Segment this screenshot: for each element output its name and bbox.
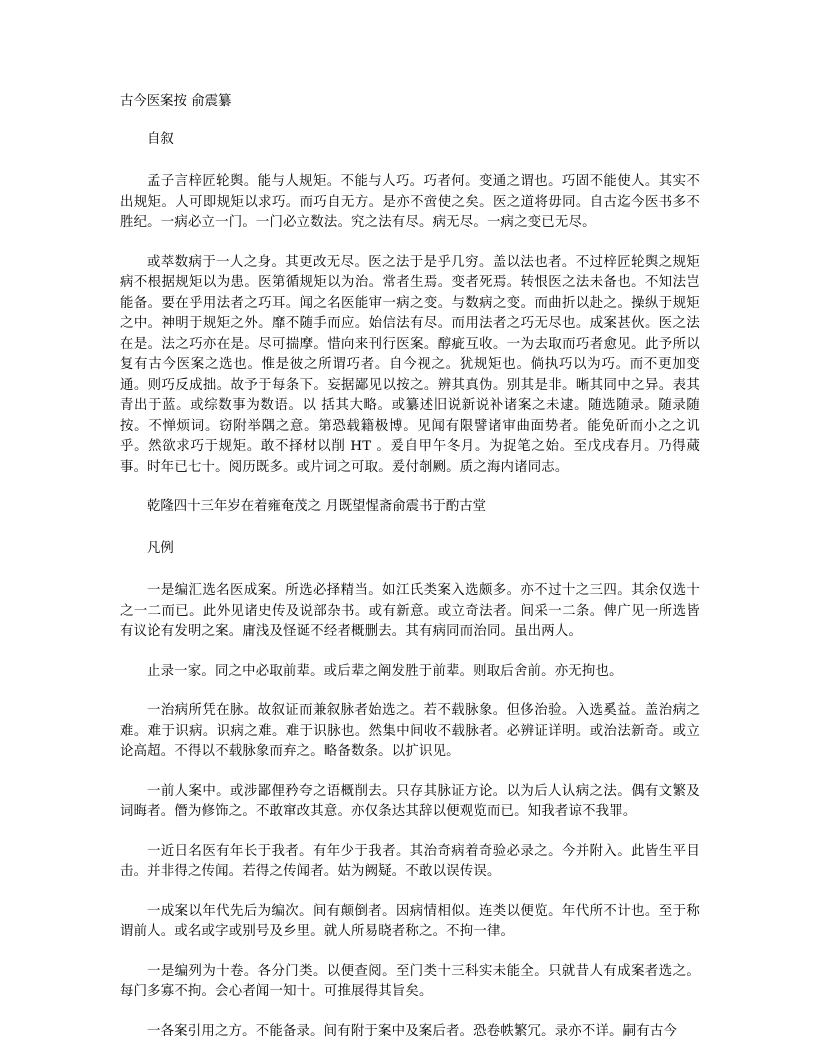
- rule-paragraph-6: 一成案以年代先后为编次。间有颠倒者。因病情相似。连类以便览。年代所不计也。至于称谓前人。或名或字或别号及乡里。就人所易晓者称之。不拘一律。: [120, 903, 700, 939]
- rule-paragraph-4: 一前人案中。或涉鄙俚矜夸之语概削去。只存其脉证方论。以为后人认病之法。偶有文繁及词晦者。僭为修饰之。不敢窜改其意。亦仅条达其辞以便观览而已。知我者谅不我罪。: [120, 783, 700, 819]
- document-title: 古今医案按 俞震纂: [120, 94, 232, 109]
- rule-paragraph-7: 一是编列为十卷。各分门类。以便查阅。至门类十三科实未能全。只就昔人有成案者选之。每门多寡不拘。会心者闻一知十。可推展得其旨矣。: [120, 963, 700, 999]
- preface-dateline: 乾隆四十三年岁在着雍奄茂之 月既望惺斋俞震书于酌古堂: [147, 499, 487, 514]
- rule-paragraph-5: 一近日名医有年长于我者。有年少于我者。其治奇病着奇验必录之。今并附入。此皆生平目击。并非得之传闻。若得之传闻者。姑为阙疑。不敢以误传误。: [120, 843, 700, 879]
- preface-paragraph-1: 孟子言梓匠轮舆。能与人规矩。不能与人巧。巧者何。变通之谓也。巧固不能使人。其实不出规矩。人可即规矩以求巧。而巧自无方。是亦不啻使之矣。医之道将毋同。自古迄今医书多不胜纪。一病必立一门。一门必立数法。究之法有尽。病无尽。一病之变已无尽。: [120, 174, 700, 230]
- preface-heading: 自叙: [147, 132, 174, 147]
- preface-paragraph-2: 或萃数病于一人之身。其更改无尽。医之法于是乎几穷。盖以法也者。不过梓匠轮舆之规矩病不根据规矩以为患。医第循规矩以为治。常者生焉。变者死焉。转恨医之法未备也。不知法岂能备。要在乎用法者之巧耳。闻之名医能审一病之变。与数病之变。而曲折以赴之。操纵于规矩之中。神明于规矩之外。靡不随手而应。始信法有尽。而用法者之巧无尽也。成案甚伙。医之法在是。法之巧亦在是。尽可揣摩。惜向来刊行医案。醇疵互收。一为去取而巧者愈见。此予所以复有古今医案之选也。惟是彼之所谓巧者。自今视之。犹规矩也。倘执巧以为巧。而不更加变通。则巧反成拙。故予于每条下。妄据鄙见以按之。辨其真伪。别其是非。晰其同中之异。表其青出于蓝。或综数事为数语。以 括其大略。或纂述旧说新说补诸案之未逮。随选随录。随录随按。不惮烦词。窃附举隅之意。第恐载籍极博。见闻有限譬诸审曲面势者。能免斫而小之之讥乎。然欲求巧于规矩。敢不择材以削 HT 。爰自甲午冬月。为捉笔之始。至戊戌春月。乃得蒇事。时年已七十。阅历既多。或片词之可取。爰付剞劂。质之海内诸同志。: [120, 254, 700, 475]
- rule-paragraph-3: 一治病所凭在脉。故叙证而兼叙脉者始选之。若不载脉象。但侈治验。入选奚益。盖治病之难。难于识病。识病之难。难于识脉也。然集中间收不载脉者。必辨证详明。或治法新奇。或立论高超。不得以不载脉象而弃之。略备数条。以扩识见。: [120, 703, 700, 759]
- rule-paragraph-1: 一是编汇选名医成案。所选必择精当。如江氏类案入选颇多。亦不过十之三四。其余仅选十之一二而已。此外见诸史传及说部杂书。或有新意。或立奇法者。间采一二条。俾广见一所选皆有议论有发明之案。庸浅及怪诞不经者概删去。其有病同而治同。虽出两人。: [120, 583, 700, 639]
- document-page: [120, 92, 700, 1042]
- rule-paragraph-8: 一各案引用之方。不能备录。间有附于案中及案后者。恐卷帙繁冗。录亦不详。嗣有古今: [147, 1023, 678, 1039]
- rule-paragraph-2: 止录一家。同之中必取前辈。或后辈之阐发胜于前辈。则取后舍前。亦无拘也。: [147, 663, 623, 679]
- rules-heading: 凡例: [147, 541, 174, 556]
